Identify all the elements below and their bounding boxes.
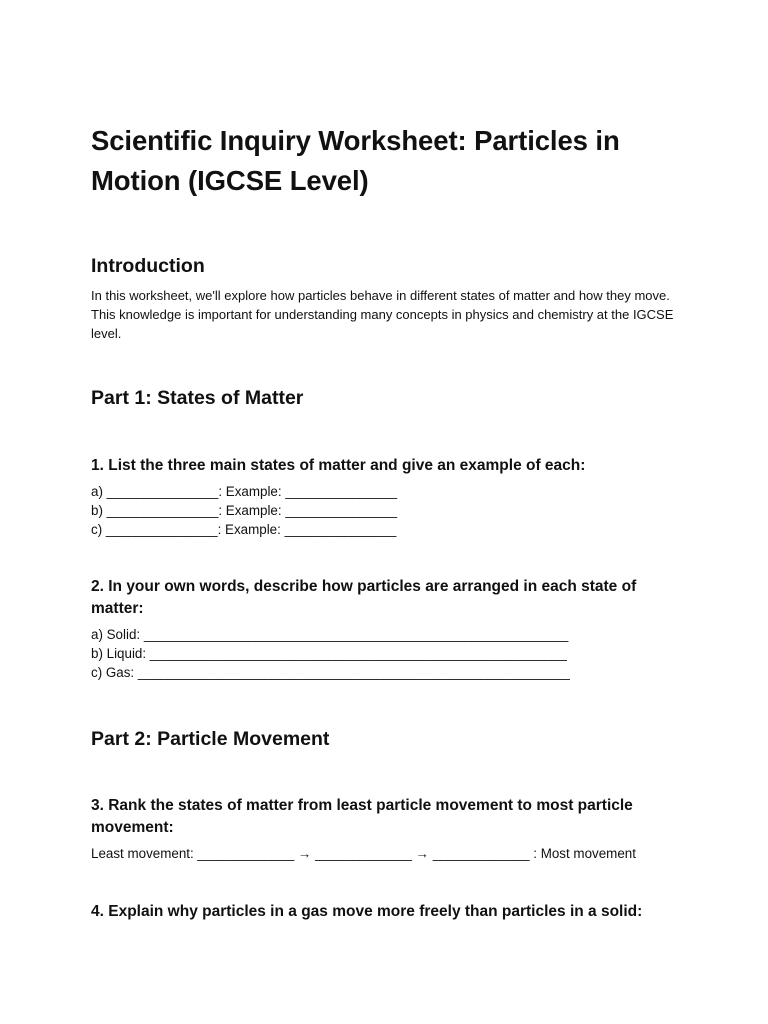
worksheet-title: Scientific Inquiry Worksheet: Particles in Motion (IGCSE Level) <box>91 125 620 196</box>
q1-answer-line-c: c) _______________: Example: _______________ <box>91 522 397 537</box>
question-3: 3. Rank the states of matter from least particle movement to most particle movement: <box>91 797 633 836</box>
part1-heading: Part 1: States of Matter <box>91 387 304 409</box>
introduction-heading: Introduction <box>91 255 205 277</box>
part2-heading: Part 2: Particle Movement <box>91 728 330 750</box>
question-2: 2. In your own words, describe how particles are arranged in each state of matter: <box>91 578 637 617</box>
q2-answer-line-solid: a) Solid: _________________________________________________________ <box>91 627 569 642</box>
question-1: 1. List the three main states of matter and give an example of each: <box>91 457 586 474</box>
q2-answer-line-liquid: b) Liquid: ________________________________________________________ <box>91 646 567 661</box>
q1-answer-line-a: a) _______________: Example: _______________ <box>91 484 398 499</box>
q3-ranking-line: Least movement: _____________ → _____________ → _____________ : Most movement <box>91 846 636 861</box>
question-4: 4. Explain why particles in a gas move more freely than particles in a solid: <box>91 903 643 920</box>
introduction-text: In this worksheet, we'll explore how particles behave in different states of matter and how they move. This knowledge is important for understanding many concepts in physics and chemistry at the IGCSE level. <box>91 288 674 341</box>
q2-answer-line-gas: c) Gas: __________________________________________________________ <box>91 665 570 680</box>
q1-answer-line-b: b) _______________: Example: _______________ <box>91 503 398 518</box>
